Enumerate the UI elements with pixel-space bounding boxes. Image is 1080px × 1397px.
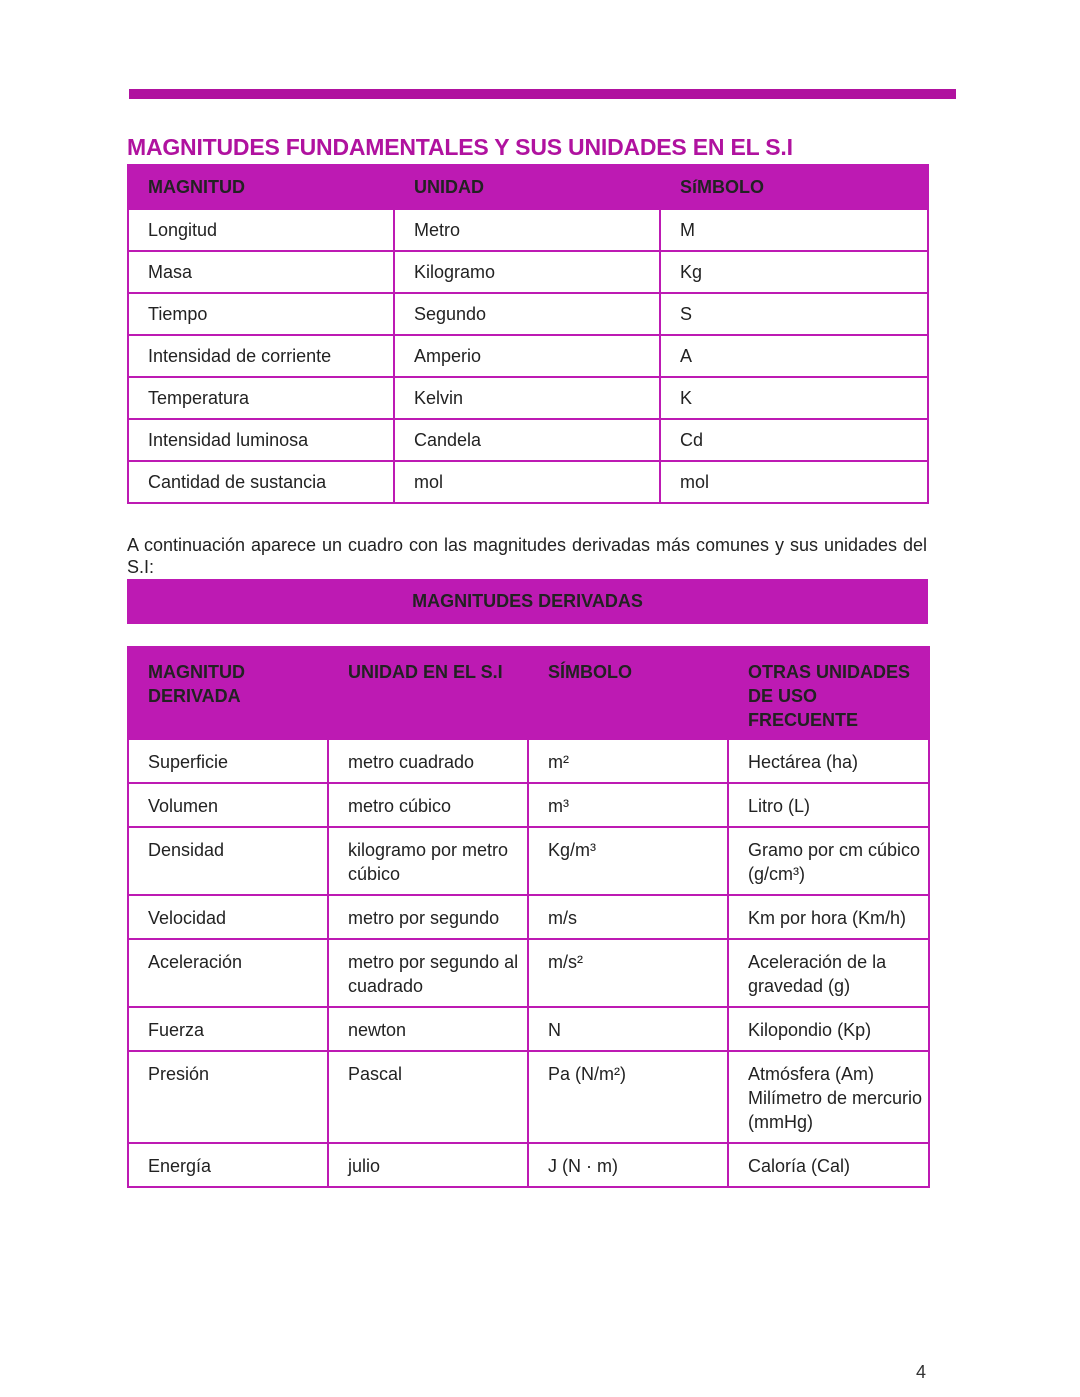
cell-simbolo: mol [660, 461, 928, 503]
cell-simbolo: S [660, 293, 928, 335]
cell-unidad: newton [328, 1007, 528, 1051]
cell-magnitud: Energía [128, 1143, 328, 1187]
cell-magnitud: Volumen [128, 783, 328, 827]
cell-unidad: Segundo [394, 293, 660, 335]
table-row [128, 419, 928, 461]
cell-simbolo: A [660, 335, 928, 377]
cell-magnitud: Densidad [128, 827, 328, 895]
cell-magnitud: Longitud [128, 209, 394, 251]
cell-magnitud: Fuerza [128, 1007, 328, 1051]
cell-otras: Atmósfera (Am) Milímetro de mercurio (mmHg) [728, 1051, 929, 1143]
cell-unidad: Kelvin [394, 377, 660, 419]
derived-units-table [127, 646, 930, 1188]
page-number: 4 [916, 1362, 927, 1382]
table-row [128, 1007, 929, 1051]
cell-simbolo: m² [528, 739, 728, 783]
col-header-simbolo: SÍMBOLO [528, 647, 728, 739]
table-row [128, 209, 928, 251]
cell-otras: Km por hora (Km/h) [728, 895, 929, 939]
cell-simbolo: K [660, 377, 928, 419]
cell-otras: Aceleración de la gravedad (g) [728, 939, 929, 1007]
cell-simbolo: m³ [528, 783, 728, 827]
table-row [128, 293, 928, 335]
top-accent-rule [129, 89, 956, 99]
cell-magnitud: Intensidad luminosa [128, 419, 394, 461]
table-row [128, 827, 929, 895]
cell-unidad: kilogramo por metro cúbico [328, 827, 528, 895]
cell-magnitud: Masa [128, 251, 394, 293]
cell-unidad: metro por segundo [328, 895, 528, 939]
cell-unidad: Candela [394, 419, 660, 461]
table-row [128, 251, 928, 293]
col-header-simbolo: SíMBOLO [660, 165, 928, 209]
cell-simbolo: J (N · m) [528, 1143, 728, 1187]
cell-simbolo: Kg [660, 251, 928, 293]
table-row [128, 895, 929, 939]
cell-magnitud: Superficie [128, 739, 328, 783]
cell-simbolo: m/s² [528, 939, 728, 1007]
col-header-unidad-si: UNIDAD EN EL S.I [328, 647, 528, 739]
table-row [128, 939, 929, 1007]
table-row [128, 1051, 929, 1143]
derived-section-banner: MAGNITUDES DERIVADAS [127, 579, 928, 624]
cell-unidad: mol [394, 461, 660, 503]
col-header-magnitud-derivada: MAGNITUD DERIVADA [128, 647, 328, 739]
cell-magnitud: Presión [128, 1051, 328, 1143]
table-row [128, 783, 929, 827]
fundamental-units-table [127, 164, 929, 504]
table-header-row [128, 647, 929, 739]
intro-paragraph: A continuación aparece un cuadro con las magnitudes derivadas más comunes y sus unidades del S.I: [127, 535, 927, 577]
cell-magnitud: Velocidad [128, 895, 328, 939]
cell-unidad: Metro [394, 209, 660, 251]
cell-simbolo: N [528, 1007, 728, 1051]
table-header-row [128, 165, 928, 209]
cell-magnitud: Cantidad de sustancia [128, 461, 394, 503]
col-header-unidad: UNIDAD [394, 165, 660, 209]
cell-unidad: metro cúbico [328, 783, 528, 827]
table-row [128, 739, 929, 783]
cell-magnitud: Intensidad de corriente [128, 335, 394, 377]
table-row [128, 377, 928, 419]
table-row [128, 1143, 929, 1187]
cell-simbolo: Kg/m³ [528, 827, 728, 895]
page-title: MAGNITUDES FUNDAMENTALES Y SUS UNIDADES EN EL S.I [127, 134, 793, 160]
cell-unidad: Pascal [328, 1051, 528, 1143]
cell-simbolo: Pa (N/m²) [528, 1051, 728, 1143]
col-header-magnitud: MAGNITUD [128, 165, 394, 209]
cell-otras: Litro (L) [728, 783, 929, 827]
cell-unidad: julio [328, 1143, 528, 1187]
cell-simbolo: m/s [528, 895, 728, 939]
cell-otras: Kilopondio (Kp) [728, 1007, 929, 1051]
cell-magnitud: Aceleración [128, 939, 328, 1007]
cell-otras: Caloría (Cal) [728, 1143, 929, 1187]
cell-otras: Gramo por cm cúbico (g/cm³) [728, 827, 929, 895]
cell-unidad: metro por segundo al cuadrado [328, 939, 528, 1007]
table-row [128, 335, 928, 377]
table-row [128, 461, 928, 503]
cell-otras: Hectárea (ha) [728, 739, 929, 783]
cell-simbolo: M [660, 209, 928, 251]
cell-unidad: Kilogramo [394, 251, 660, 293]
col-header-otras-unidades: OTRAS UNIDADES DE USO FRECUENTE [728, 647, 929, 739]
cell-magnitud: Tiempo [128, 293, 394, 335]
cell-unidad: Amperio [394, 335, 660, 377]
cell-unidad: metro cuadrado [328, 739, 528, 783]
cell-magnitud: Temperatura [128, 377, 394, 419]
cell-simbolo: Cd [660, 419, 928, 461]
